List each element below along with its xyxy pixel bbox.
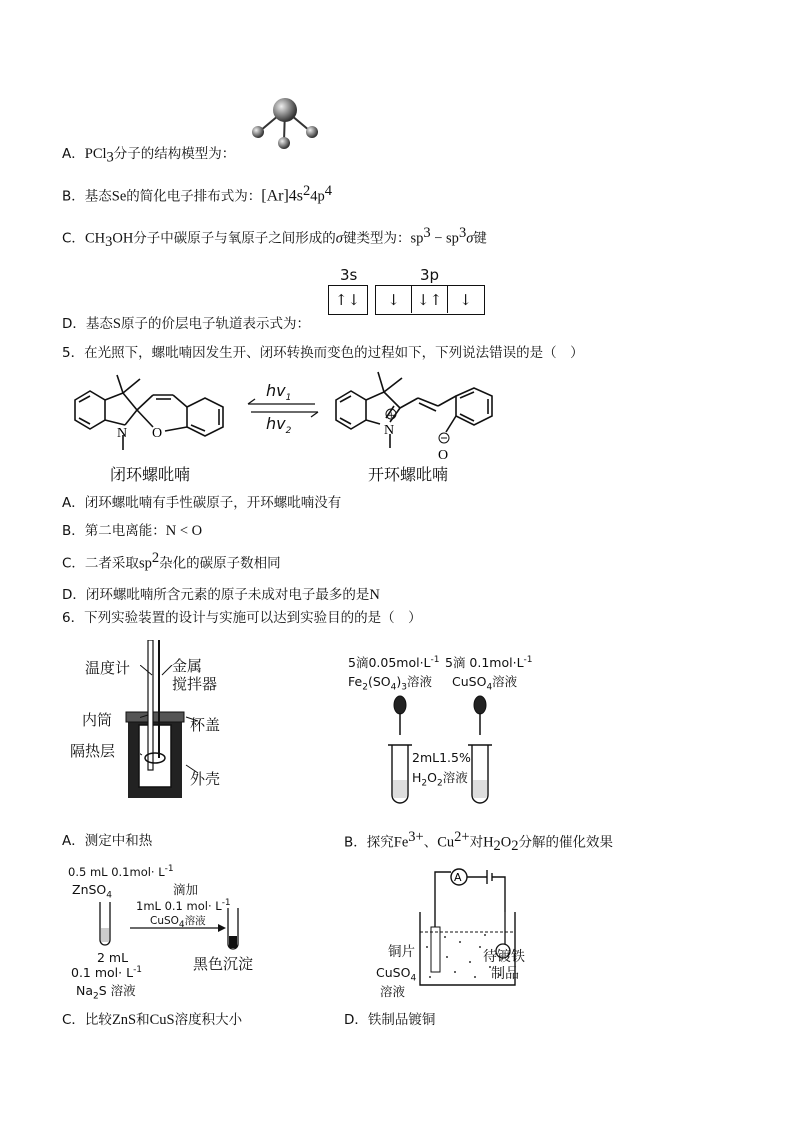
b-dropper1-label2: $Fe_2(SO_4)_3$溶液 — [348, 674, 432, 693]
hv2-label: $hv_2$ — [266, 414, 292, 437]
hv1-label: $hv_1$ — [266, 381, 292, 404]
thermometer-label: 温度计 — [85, 659, 131, 677]
c-bot-label1: 2 mL — [97, 950, 129, 965]
open-spiropyran-label: 开环螺吡喃 — [368, 465, 449, 484]
closed-spiropyran-structure — [65, 365, 245, 460]
b-dropper1-label1: 5滴$0.05mol\cdot L^{-1}$ — [348, 654, 440, 670]
c-drop-label: 滴加 — [173, 882, 199, 897]
q4-option-c: C．$CH_3OH$分子中碳原子与氧原子之间形成的σ键类型为：$sp^3 - sp^3\sigma$键 — [62, 225, 487, 251]
orbital-3p-box — [375, 285, 485, 315]
c-cuso4-label2: CuSO$_4$溶液 — [150, 915, 206, 931]
pcl3-model-icon — [245, 95, 325, 155]
q4-option-a: A．PCl$_3$分子的结构模型为： — [62, 146, 236, 166]
q5-option-a: A．闭环螺吡喃有手性碳原子，开环螺吡喃没有 — [62, 495, 342, 511]
c-precipitate-label: 黑色沉淀 — [193, 955, 254, 973]
q5-option-c: C．二者采取$sp^2$杂化的碳原子数相同 — [62, 550, 281, 572]
shell-label: 外壳 — [190, 770, 221, 788]
b-h2o2-label2: $H_2O_2$溶液 — [412, 770, 468, 789]
atom-n-plus: N — [384, 423, 395, 438]
c-top-label2: ZnSO$_4$ — [72, 882, 112, 901]
open-spiropyran-structure — [328, 362, 518, 462]
insulation-label: 隔热层 — [70, 742, 116, 760]
ammeter-icon: A — [454, 871, 462, 884]
b-h2o2-label1: 2mL1.5% — [412, 750, 471, 765]
orbital-3s-box — [328, 285, 368, 315]
q5-option-d: D．闭环螺吡喃所含元素的原子未成对电子最多的是N — [62, 587, 380, 603]
orbital-3p-label: 3p — [420, 266, 440, 284]
d-copper-label: 铜片 — [388, 944, 415, 960]
d-iron-label1: 待镀铁 — [483, 949, 525, 965]
inner-cup-label: 内筒 — [82, 711, 113, 729]
b-dropper2-label2: CuSO$_4$溶液 — [452, 674, 518, 693]
lid-label: 杯盖 — [190, 716, 221, 734]
orbital-cell: ↓↑ — [412, 286, 448, 313]
c-bot-label2: 0.1 $mol\cdot L^{-1}$ — [71, 965, 143, 981]
d-cuso4-label1: CuSO$_4$ — [376, 965, 417, 984]
q5-stem: 5．在光照下，螺吡喃因发生开、闭环转换而变色的过程如下，下列说法错误的是（ ） — [62, 345, 584, 361]
q6-caption-c: C．比较ZnS和CuS溶度积大小 — [62, 1012, 243, 1028]
calorimeter-leader-lines — [140, 665, 200, 785]
q6-caption-b: B．探究$Fe^{3+}$、$Cu^{2+}$对$H_2O_2$分解的催化效果 — [344, 829, 614, 855]
orbital-cell: ↓ — [376, 286, 412, 313]
orbital-cell: ↓ — [459, 290, 472, 309]
q6-stem: 6．下列实验装置的设计与实施可以达到实验目的的是（ ） — [62, 610, 422, 626]
q4-option-b: B．基态Se的简化电子排布式为：$[Ar]4s^24p^4$ — [62, 183, 333, 205]
q4-option-d: D．基态S原子的价层电子轨道表示式为： — [62, 316, 310, 332]
c-bot-label3: $Na_2S$ 溶液 — [76, 983, 136, 1002]
atom-o: O — [152, 426, 163, 441]
orbital-cell: ↑↓ — [334, 290, 361, 309]
b-dropper2-label1: 5滴 $0.1mol\cdot L^{-1}$ — [445, 654, 533, 670]
q5-option-b: B．第二电离能：N < O — [62, 523, 203, 539]
stirrer-label-1: 金属 — [172, 657, 203, 675]
q6-caption-d: D．铁制品镀铜 — [344, 1012, 436, 1028]
atom-o-minus: O — [438, 448, 449, 462]
stirrer-label-2: 搅拌器 — [172, 675, 218, 693]
d-iron-label2: 制品 — [491, 966, 519, 982]
orbital-3s-label: 3s — [340, 266, 358, 284]
q6-caption-a: A．测定中和热 — [62, 833, 153, 849]
c-top-label1: 0.5 mL $0.1mol\cdot L^{-1}$ — [68, 864, 174, 879]
c-cuso4-label1: 1mL 0.1 $mol\cdot L^{-1}$ — [136, 898, 231, 913]
atom-n: N — [117, 426, 128, 441]
d-cuso4-label2: 溶液 — [380, 984, 406, 999]
closed-spiropyran-label: 闭环螺吡喃 — [110, 465, 191, 484]
svg-text:+: + — [387, 411, 396, 421]
